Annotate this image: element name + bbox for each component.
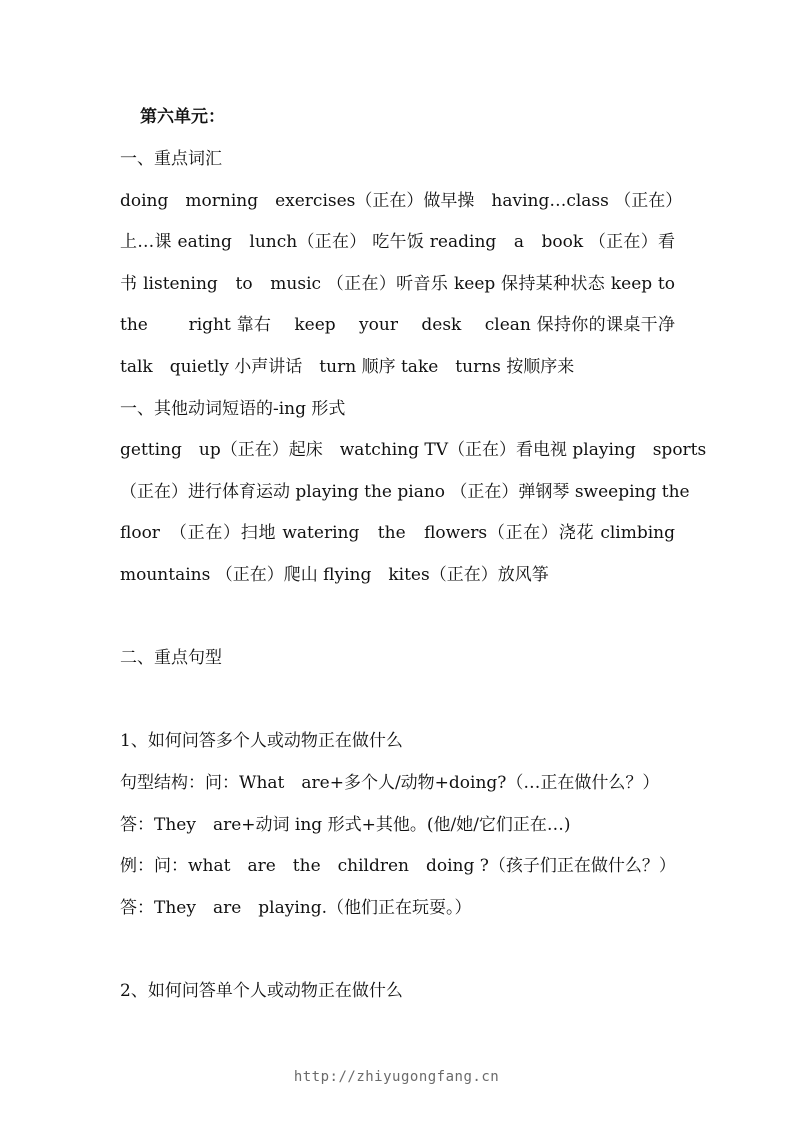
item1-line: 答：They are playing.（他们正在玩耍。）	[120, 898, 472, 918]
item1-line: 句型结构：问：What are+多个人/动物+doing?（…正在做什么？）	[120, 773, 660, 793]
vocab-line: 上…课 eating lunch（正在） 吃午饭 reading a book （正在）看	[120, 232, 675, 252]
sentences-heading: 二、重点句型	[120, 648, 222, 668]
phrases-heading: 一、其他动词短语的-ing 形式	[120, 399, 346, 419]
phrase-line: mountains （正在）爬山 flying kites（正在）放风筝	[120, 565, 549, 585]
phrase-line: getting up（正在）起床 watching TV（正在）看电视 playing sports	[120, 440, 707, 460]
unit-title: 第六单元：	[140, 107, 225, 127]
phrase-line: （正在）进行体育运动 playing the piano （正在）弹钢琴 sweeping the	[120, 482, 690, 502]
item1-line: 答：They are+动词 ing 形式+其他。(他/她/它们正在…)	[120, 815, 571, 835]
vocab-line: the right 靠右 keep your desk clean 保持你的课桌干净	[120, 315, 675, 335]
item1-title: 1、如何问答多个人或动物正在做什么	[120, 731, 403, 751]
item1-line: 例：问：what are the children doing ?（孩子们正在做什么？）	[120, 856, 676, 876]
vocab-line: talk quietly 小声讲话 turn 顺序 take turns 按顺序来	[120, 357, 575, 377]
phrase-line: floor （正在）扫地 watering the flowers（正在）浇花 climbing	[120, 523, 675, 543]
vocab-line: 书 listening to music （正在）听音乐 keep 保持某种状态 keep to	[120, 274, 675, 294]
vocab-line: doing morning exercises（正在）做早操 having…class （正在）	[120, 191, 683, 211]
item2-title: 2、如何问答单个人或动物正在做什么	[120, 981, 403, 1001]
footer-url: http://zhiyugongfang.cn	[293, 1069, 500, 1085]
vocab-heading: 一、重点词汇	[120, 149, 222, 169]
